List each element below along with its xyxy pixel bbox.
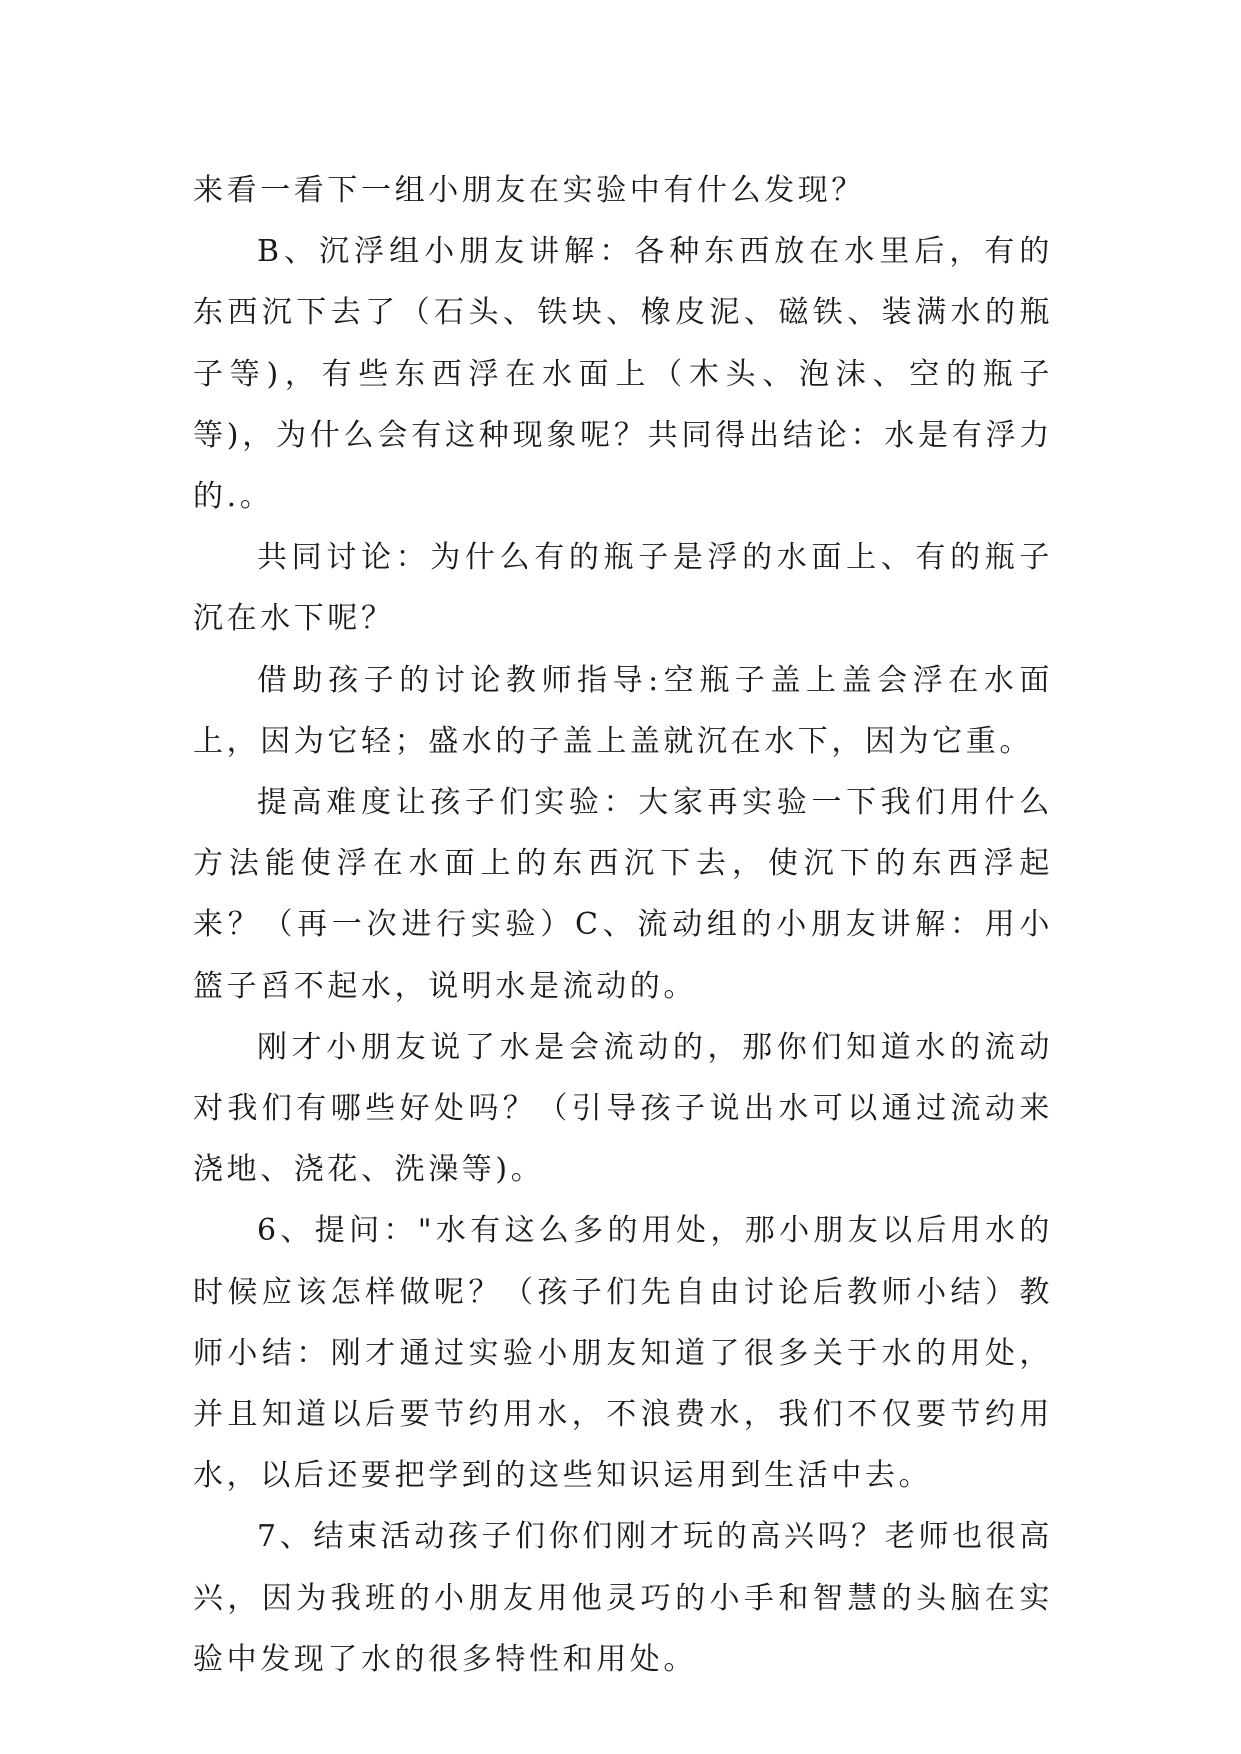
paragraph-3: 共同讨论：为什么有的瓶子是浮的水面上、有的瓶子沉在水下呢？ <box>193 540 1053 637</box>
paragraph-6: 刚才小朋友说了水是会流动的，那你们知道水的流动对我们有哪些好处吗？（引导孩子说出水可以通过流动来浇地、浇花、洗澡等)。 <box>193 1029 1053 1188</box>
paragraph-2: B、沉浮组小朋友讲解：各种东西放在水里后，有的东西沉下去了（石头、铁块、橡皮泥、磁铁、装满水的瓶子等)，有些东西浮在水面上（木头、泡沫、空的瓶子等)，为什么会有这种现象呢？共同得出结论：水是有浮力的.。 <box>193 234 1053 515</box>
document-body <box>193 160 1053 1690</box>
paragraph-5: 提高难度让孩子们实验：大家再实验一下我们用什么方法能使浮在水面上的东西沉下去，使沉下的东西浮起来？（再一次进行实验）C、流动组的小朋友讲解：用小篮子舀不起水，说明水是流动的。 <box>193 785 1053 1004</box>
paragraph-7: 6、提问："水有这么多的用处，那小朋友以后用水的时候应该怎样做呢？（孩子们先自由讨论后教师小结）教师小结：刚才通过实验小朋友知道了很多关于水的用处，并且知道以后要节约用水，不浪费水，我们不仅要节约用水，以后还要把学到的这些知识运用到生活中去。 <box>193 1213 1053 1494</box>
paragraph-4: 借助孩子的讨论教师指导:空瓶子盖上盖会浮在水面上，因为它轻；盛水的子盖上盖就沉在水下，因为它重。 <box>193 662 1053 759</box>
paragraph-8: 7、结束活动孩子们你们刚才玩的高兴吗？老师也很高兴，因为我班的小朋友用他灵巧的小手和智慧的头脑在实验中发现了水的很多特性和用处。 <box>193 1519 1053 1677</box>
paragraph-1: 来看一看下一组小朋友在实验中有什么发现？ <box>193 173 865 208</box>
